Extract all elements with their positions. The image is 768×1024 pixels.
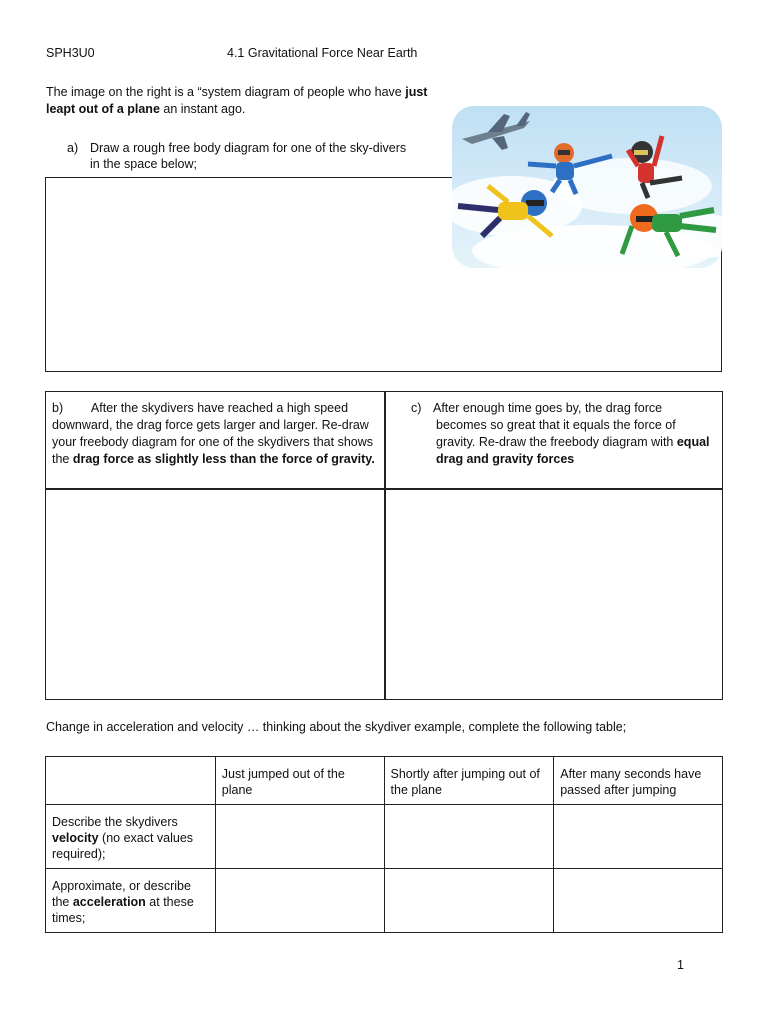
skydivers-illustration	[452, 106, 722, 268]
intro-text-1: The image on the right is a “system diagram of people who have	[46, 85, 406, 99]
change-instructions: Change in acceleration and velocity … thinking about the skydiver example, complete the following table;	[46, 720, 627, 734]
intro-paragraph	[46, 84, 446, 118]
question-a	[67, 140, 447, 172]
question-c-letter: c)	[411, 401, 422, 415]
question-a-letter: a)	[67, 141, 79, 155]
acceleration-pre: Approximate, or describe the	[52, 879, 191, 909]
answer-box-c[interactable]	[386, 489, 722, 699]
row-label-velocity	[46, 805, 216, 869]
answer-box-b[interactable]	[46, 489, 383, 699]
question-a-line1: Draw a rough free body diagram for one of the sky-divers	[90, 141, 407, 155]
velocity-post: (no exact values required);	[52, 831, 194, 861]
table-header-cell	[46, 757, 216, 805]
question-b	[52, 400, 378, 468]
table-header-cell: Just jumped out of the plane	[215, 757, 384, 805]
skydivers-illustration-icon	[452, 106, 722, 268]
table-header-row	[46, 757, 723, 805]
page-number: 1	[677, 958, 684, 972]
intro-text-2: an instant ago.	[159, 102, 246, 116]
course-code: SPH3U0	[46, 46, 95, 60]
acceleration-post: at these times;	[52, 895, 194, 925]
table-answer-cell[interactable]	[384, 869, 554, 933]
question-a-line2: in the space below;	[90, 157, 198, 171]
acceleration-bold: acceleration	[72, 895, 146, 909]
velocity-bold: velocity	[52, 831, 99, 845]
question-b-bold: drag force as slightly less than the force of gravity.	[72, 452, 375, 466]
question-c-bold: equal drag and gravity forces	[436, 435, 710, 466]
table-header-cell: After many seconds have passed after jumping	[554, 757, 723, 805]
table-answer-cell[interactable]	[215, 805, 384, 869]
velocity-pre: Describe the skydivers	[52, 815, 178, 829]
table-answer-cell[interactable]	[554, 805, 723, 869]
question-c-text: becomes so great that it equals the force of gravity. Re-draw the freebody diagram with	[436, 418, 677, 449]
table-answer-cell[interactable]	[215, 869, 384, 933]
question-b-letter: b)	[52, 401, 64, 415]
row-label-acceleration	[46, 869, 216, 933]
worksheet-title: 4.1 Gravitational Force Near Earth	[227, 46, 418, 60]
intro-bold: just leapt out of a plane	[46, 85, 428, 116]
answer-grid-bc	[45, 391, 723, 700]
table-row	[46, 869, 723, 933]
table-header-cell: Shortly after jumping out of the plane	[384, 757, 554, 805]
table-row	[46, 805, 723, 869]
question-b-text: After the skydivers have reached a high speed downward, the drag force gets larger and larger. Re-draw your freebody diagram for one of the skydivers that shows the	[52, 401, 373, 466]
question-c	[395, 400, 715, 468]
table-answer-cell[interactable]	[554, 869, 723, 933]
table-answer-cell[interactable]	[384, 805, 554, 869]
question-c-line1: After enough time goes by, the drag force	[433, 401, 663, 415]
acceleration-velocity-table	[45, 756, 723, 933]
